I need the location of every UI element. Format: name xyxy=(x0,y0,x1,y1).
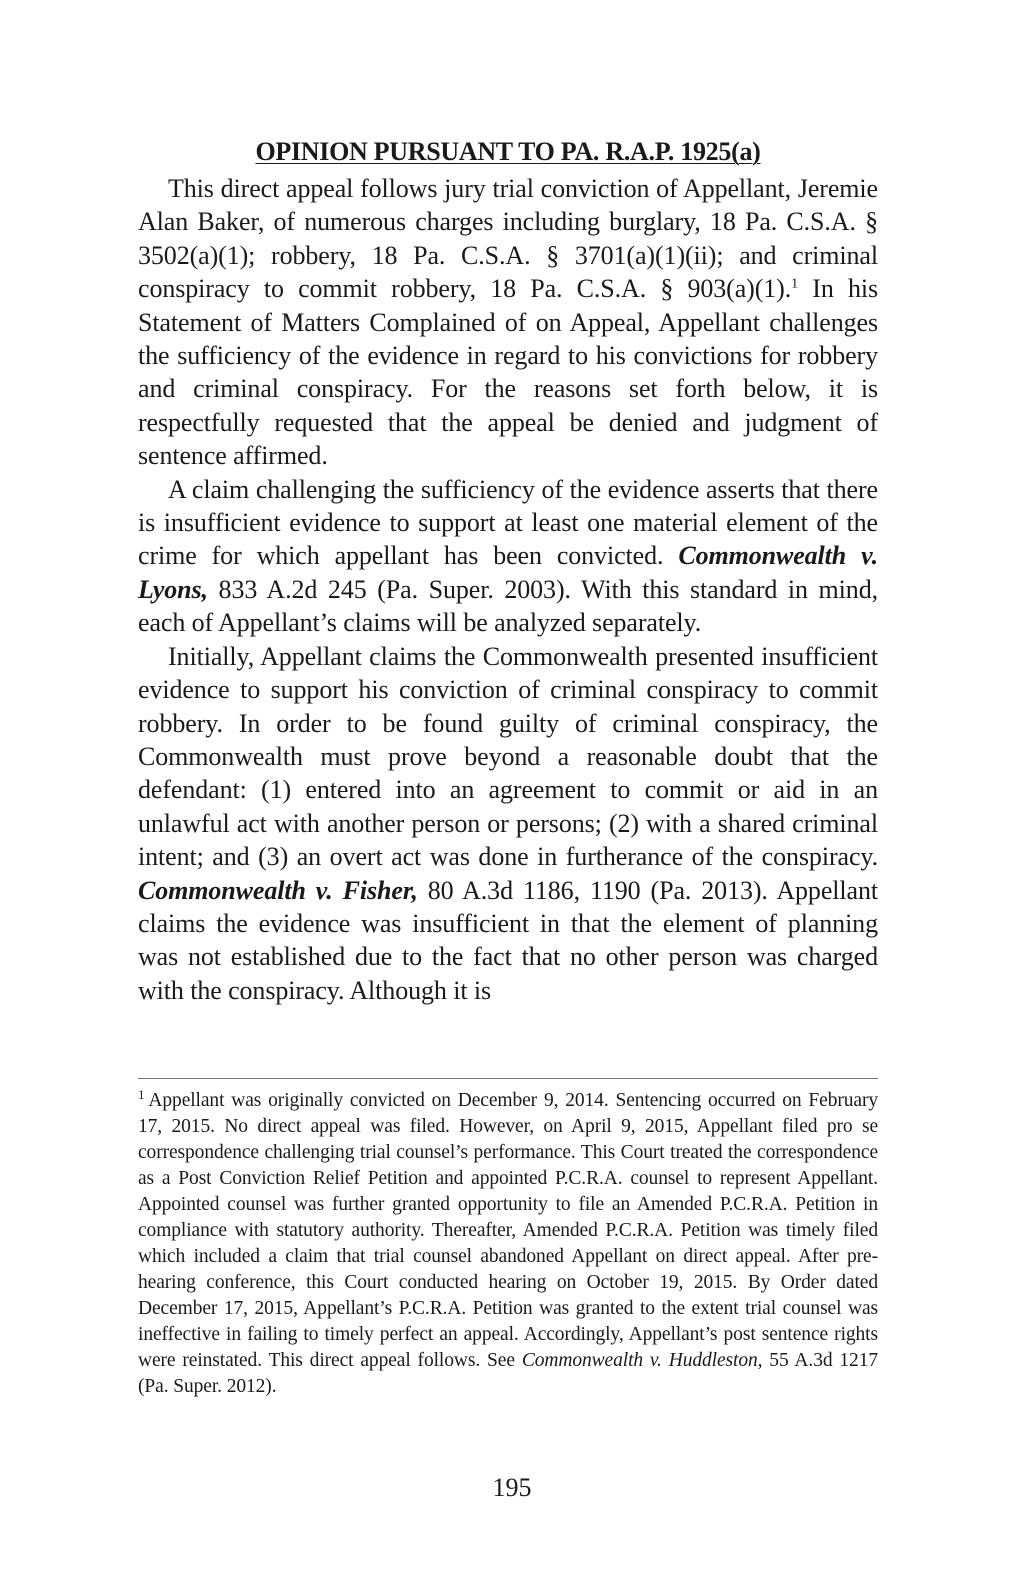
paragraph-intro xyxy=(138,172,878,473)
footnote-text-continued: 55 A.3d 1217 (Pa. Super. 2012). xyxy=(138,1350,878,1397)
case-citation-fisher: Commonwealth v. Fisher, xyxy=(138,875,418,905)
footnote-divider xyxy=(138,1078,878,1079)
footnote xyxy=(138,1088,878,1400)
paragraph-intro-continued: In his Statement of Matters Complained of on Appeal, Appellant challenges the sufficiency of the evidence in regard to his convictions for robbery and criminal conspiracy. For the reasons set forth below, it is respectfully requested that the appeal be denied and judgment of sentence affirmed. xyxy=(138,274,878,471)
paragraph-conspiracy-continued: 80 A.3d 1186, 1190 (Pa. 2013). Appellant claims the evidence was insufficient in that the element of planning was not established due to the fact that no other person was charged with the conspiracy. Although it is xyxy=(138,875,878,1005)
paragraph-standard-text: A claim challenging the sufficiency of the evidence asserts that there is insufficient evidence to support at least one material element of the crime for which appellant has been convicted. xyxy=(138,474,878,571)
paragraph-conspiracy-text: Initially, Appellant claims the Commonwealth presented insufficient evidence to support his conviction of criminal conspiracy to commit robbery. In order to be found guilty of criminal conspiracy, the Commonwealth must prove beyond a reasonable doubt that the defendant: (1) entered into an agreement to commit or aid in an unlawful act with another person or persons; (2) with a shared criminal intent; and (3) an overt act was done in furtherance of the conspiracy. xyxy=(138,641,878,872)
footnote-marker: 1 xyxy=(138,1086,145,1102)
paragraph-conspiracy xyxy=(138,640,878,1007)
paragraph-intro-text: This direct appeal follows jury trial conviction of Appellant, Jeremie Alan Baker, of numerous charges including burglary, 18 Pa. C.S.A. § 3502(a)(1); robbery, 18 Pa. C.S.A. § 3701(a)(1)(ii); and criminal conspiracy to commit robbery, 18 Pa. C.S.A. § 903(a)(1). xyxy=(138,174,878,304)
paragraph-standard-continued: 833 A.2d 245 (Pa. Super. 2003). With this standard in mind, each of Appellant’s claims will be analyzed separately. xyxy=(138,574,878,638)
case-citation-huddleston: Commonwealth v. Huddleston, xyxy=(521,1350,763,1371)
paragraph-standard xyxy=(138,473,878,640)
footnote-reference[interactable]: 1 xyxy=(791,276,799,292)
page-number: 195 xyxy=(492,1473,532,1502)
footnote-text: Appellant was originally convicted on December 9, 2014. Sentencing occurred on February 17, 2015. No direct appeal was filed. However, on April 9, 2015, Appellant filed pro se correspondence challenging trial counsel’s performance. This Court treated the correspondence as a Post Conviction Relief Petition and appointed P.C.R.A. counsel to represent Appellant. Appointed counsel was further granted opportunity to file an Amended P.C.R.A. Petition in compliance with statutory authority. Thereafter, Amended P.C.R.A. Petition was timely filed which included a claim that trial counsel abandoned Appellant on direct appeal. After pre-hearing conference, this Court conducted hearing on October 19, 2015. By Order dated December 17, 2015, Appellant’s P.C.R.A. Petition was granted to the extent trial counsel was ineffective in failing to timely perfect an appeal. Accordingly, Appellant’s post sentence rights were reinstated. This direct appeal follows. See xyxy=(138,1090,878,1371)
opinion-heading-text: OPINION PURSUANT TO PA. R.A.P. 1925(a) xyxy=(255,137,761,166)
case-citation-lyons: Commonwealth v. Lyons, xyxy=(138,541,878,604)
main-text xyxy=(138,136,878,1007)
opinion-heading xyxy=(138,136,878,168)
